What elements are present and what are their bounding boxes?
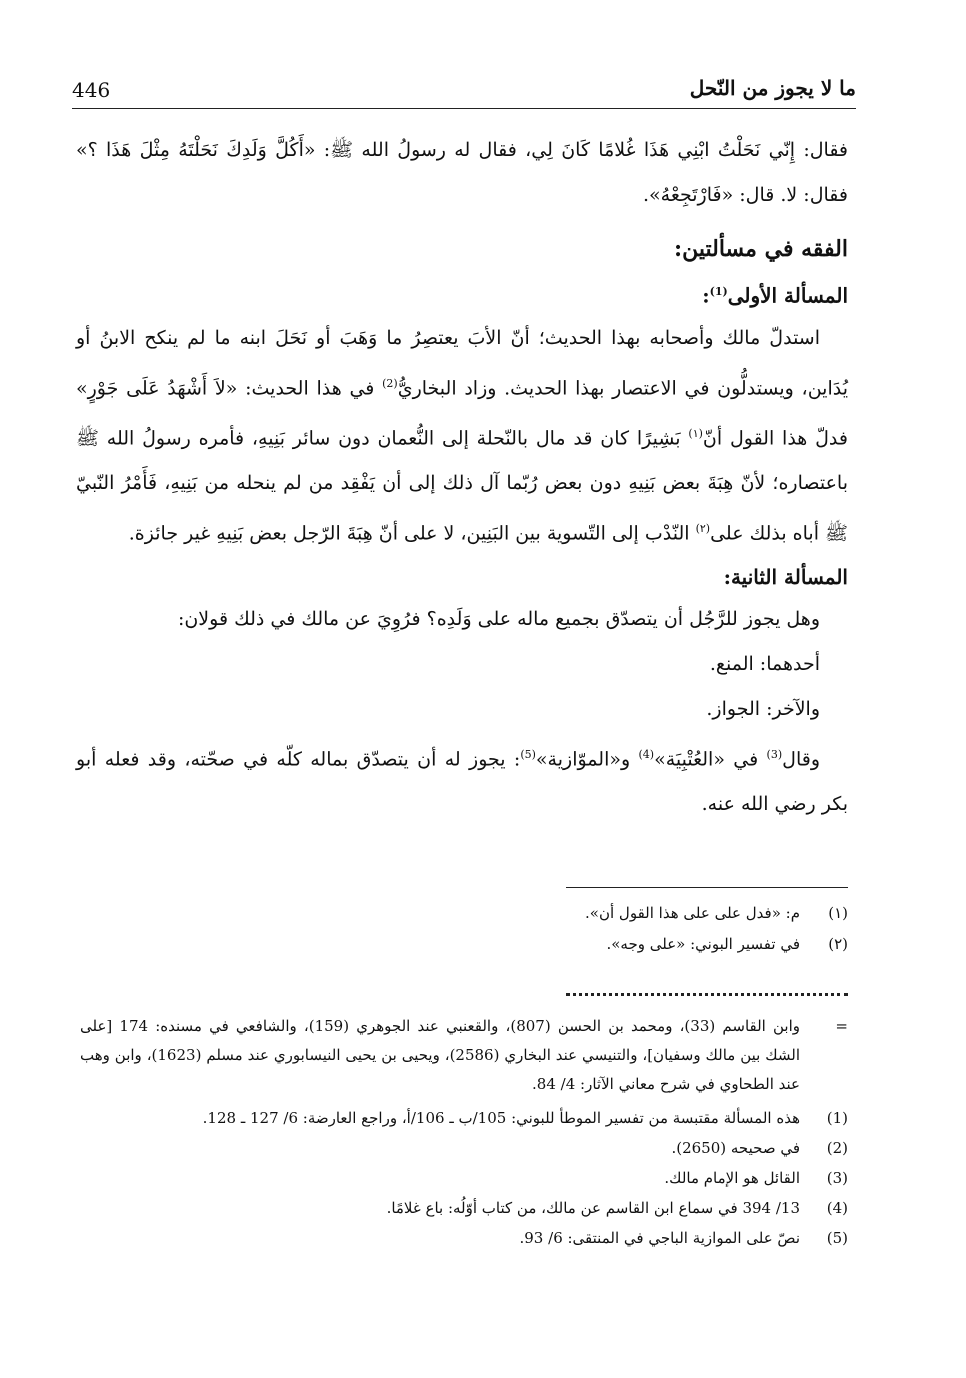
question-2-heading: المسألة الثانية: [723, 564, 848, 589]
hadith-line-2: مِثْلَ هَذَا ؟» فقال: لا. قال: «فَارْتَجِعْهُ». [76, 139, 848, 206]
opinion-2: والآخر: الجواز. [706, 697, 820, 720]
footnote-text: هذه المسألة مقتبسة من تفسير الموطأ للبوني: 105/ب ـ 106/أ، وراجع العارضة: 6/ 127 ـ 128. [202, 1109, 800, 1127]
editor-footnotes [100, 898, 848, 960]
footnote-text: 13/ 394 في سماع ابن القاسم عن مالك، من كتاب أوّلُه: باع غلامًا. [386, 1199, 800, 1217]
q1-text-c: بَشِيرًا كان قد مال بالنّحلة إلى النُّعمان دون سائر بَنِيهِ، فأمره رسولُ الله ﷺ باعتصاره؛ لأنّ هِبَةَ بعض بَنِيهِ دون بعض رُبّما آل ذلك إلى أن يَفْقِد من لم ينحله من بَنِيهِ، فَأَمْرُ النّبيّ ﷺ أباه بذلك على [76, 427, 848, 545]
hadith-line-1: فقال: إِنّي نَحَلْتُ ابْنِي هَذَا غُلامًا كَانَ لِي، فقال له رسولُ الله ﷺ: «أَكُلَّ وَلَدِكَ نَحَلْتَهُ [178, 139, 849, 161]
footnote-ref: (١) [688, 426, 703, 440]
footnote-number: (1) [826, 1109, 848, 1127]
hadith-text [76, 128, 848, 218]
footnote-text: م: «فدل على على هذا القول أن». [585, 904, 800, 922]
continuation-mark: = [835, 1017, 848, 1035]
footnote-ref: (٢) [695, 522, 711, 536]
footnote-number: (2) [826, 1139, 848, 1157]
footnote-ref: (5) [520, 747, 536, 761]
q2-text-a: وقال [782, 747, 820, 770]
footnote-number: (٢) [828, 935, 848, 953]
q1-text-d: النّدْب إلى التّسوية بين البَنِين، لا على أنّ هِبَةَ الرّجل بعض بَنِيهِ غير جائزة. [128, 522, 696, 545]
opinion-1: أحدهما: المنع. [709, 652, 820, 675]
footnote-ref: (2) [382, 376, 398, 390]
footnote-text: القائل هو الإمام مالك. [664, 1169, 800, 1187]
q1-text-b: في هذا الحديث: «لاَ أَشْهَدُ عَلَى جَوْرٍ» فدلّ هذا القول أنّ [76, 376, 848, 450]
footnote-number: (5) [826, 1229, 848, 1247]
question-2-conclusion [76, 732, 848, 827]
footnote-row [80, 1193, 848, 1223]
footnote-text: نصّ على الموازية الباجي في المنتقى: 6/ 93. [519, 1229, 800, 1247]
footnote-number: (4) [826, 1199, 848, 1217]
footnote-ref: (1) [709, 285, 728, 298]
commentary-footnotes [80, 1012, 848, 1253]
q1-text-a: استدلّ مالك وأصحابه بهذا الحديث؛ أنّ الأبَ يعتصِرُ ما وَهَبَ أو نَحَلَ ابنه ما لم ينكح الابنُ أو يُدَاين، ويستدلُّون في الاعتصار بهذا الحديث. وزاد البخاريُّ [76, 326, 848, 399]
q2-text-b: في «العُتْبِيَة» [654, 747, 767, 770]
page-number: 446 [72, 78, 111, 102]
heading-colon: : [702, 283, 710, 308]
footnote-row [100, 929, 848, 960]
footnote-row [100, 898, 848, 929]
footnote-text: في تفسير البوني: «على وجه». [606, 935, 800, 953]
q2-text-d: : يجوز له أن يتصدّق بماله كلّه في صحّته، وقد فعله أبو بكر رضي الله عنه. [76, 747, 848, 815]
question-2-paragraph: وهل يجوز للرَّجُل أن يتصدّق بجميع ماله على وَلَدِه؟ فرُوِيَ عن مالك في ذلك قولان: [177, 607, 820, 630]
question-1-title: المسألة الأولى [727, 283, 848, 308]
footnote-number: (3) [826, 1169, 848, 1187]
dotted-separator [566, 993, 848, 996]
footnote-row [80, 1163, 848, 1193]
footnote-row [80, 1223, 848, 1253]
footnote-row [80, 1103, 848, 1133]
footnote-ref: (4) [638, 747, 655, 761]
question-1-paragraph [76, 316, 848, 557]
continuation-text: وابن القاسم (33)، ومحمد بن الحسن (807)، والقعنبي عند الجوهري (159)، والشافعي في مسنده: 174 [على الشك بين مالك وسفيان]، والتنيسي عند البخاري (2586)، ويحيى بن يحيى النيسابوري عند مسلم (1623)، وابن وهب عند الطحاوي في شرح معاني الآثار: 4/ 84. [80, 1017, 800, 1093]
main-text [76, 128, 848, 827]
footnote-number: (١) [828, 904, 848, 922]
header-rule [72, 108, 856, 109]
section-title: الفقه في مسألتين: [673, 236, 848, 262]
footnote-ref: (3) [766, 747, 783, 761]
q2-text-c: و«الموّازية» [535, 747, 639, 770]
footnote-row [80, 1133, 848, 1163]
question-1-heading [76, 272, 848, 316]
footnote-continuation [80, 1012, 848, 1099]
footnote-text: في صحيحه (2650). [671, 1139, 800, 1157]
running-title: ما لا يجوز من النّحل [689, 76, 856, 100]
footnote-rule [566, 887, 848, 888]
page-header [72, 78, 856, 112]
